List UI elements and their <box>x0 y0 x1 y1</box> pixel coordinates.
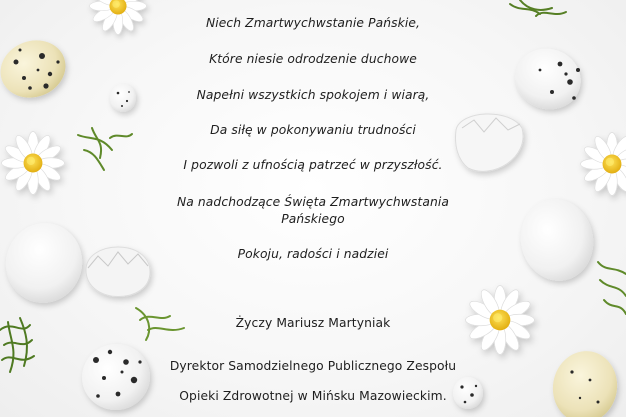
greeting-line: Napełni wszystkich spokojem i wiarą, <box>196 88 430 102</box>
greeting-line: Niech Zmartwychwstanie Pańskie, <box>205 16 421 30</box>
greeting-line: Które niesie odrodzenie duchowe <box>209 52 417 66</box>
greeting-line: Na nadchodzące Święta Zmartwychwstania <box>176 195 450 209</box>
position-line: Opieki Zdrowotnej w Mińsku Mazowieckim. <box>179 389 447 403</box>
greeting-line: Da siłę w pokonywaniu trudności <box>210 123 416 137</box>
greeting-line: I pozwoli z ufnością patrzeć w przyszłość. <box>183 158 443 172</box>
signature: Życzy Mariusz Martyniak <box>235 316 391 330</box>
position-line: Dyrektor Samodzielnego Publicznego Zespołu <box>169 359 457 373</box>
greeting-line: Pańskiego <box>281 212 345 226</box>
greeting-line: Pokoju, radości i nadziei <box>237 247 389 261</box>
